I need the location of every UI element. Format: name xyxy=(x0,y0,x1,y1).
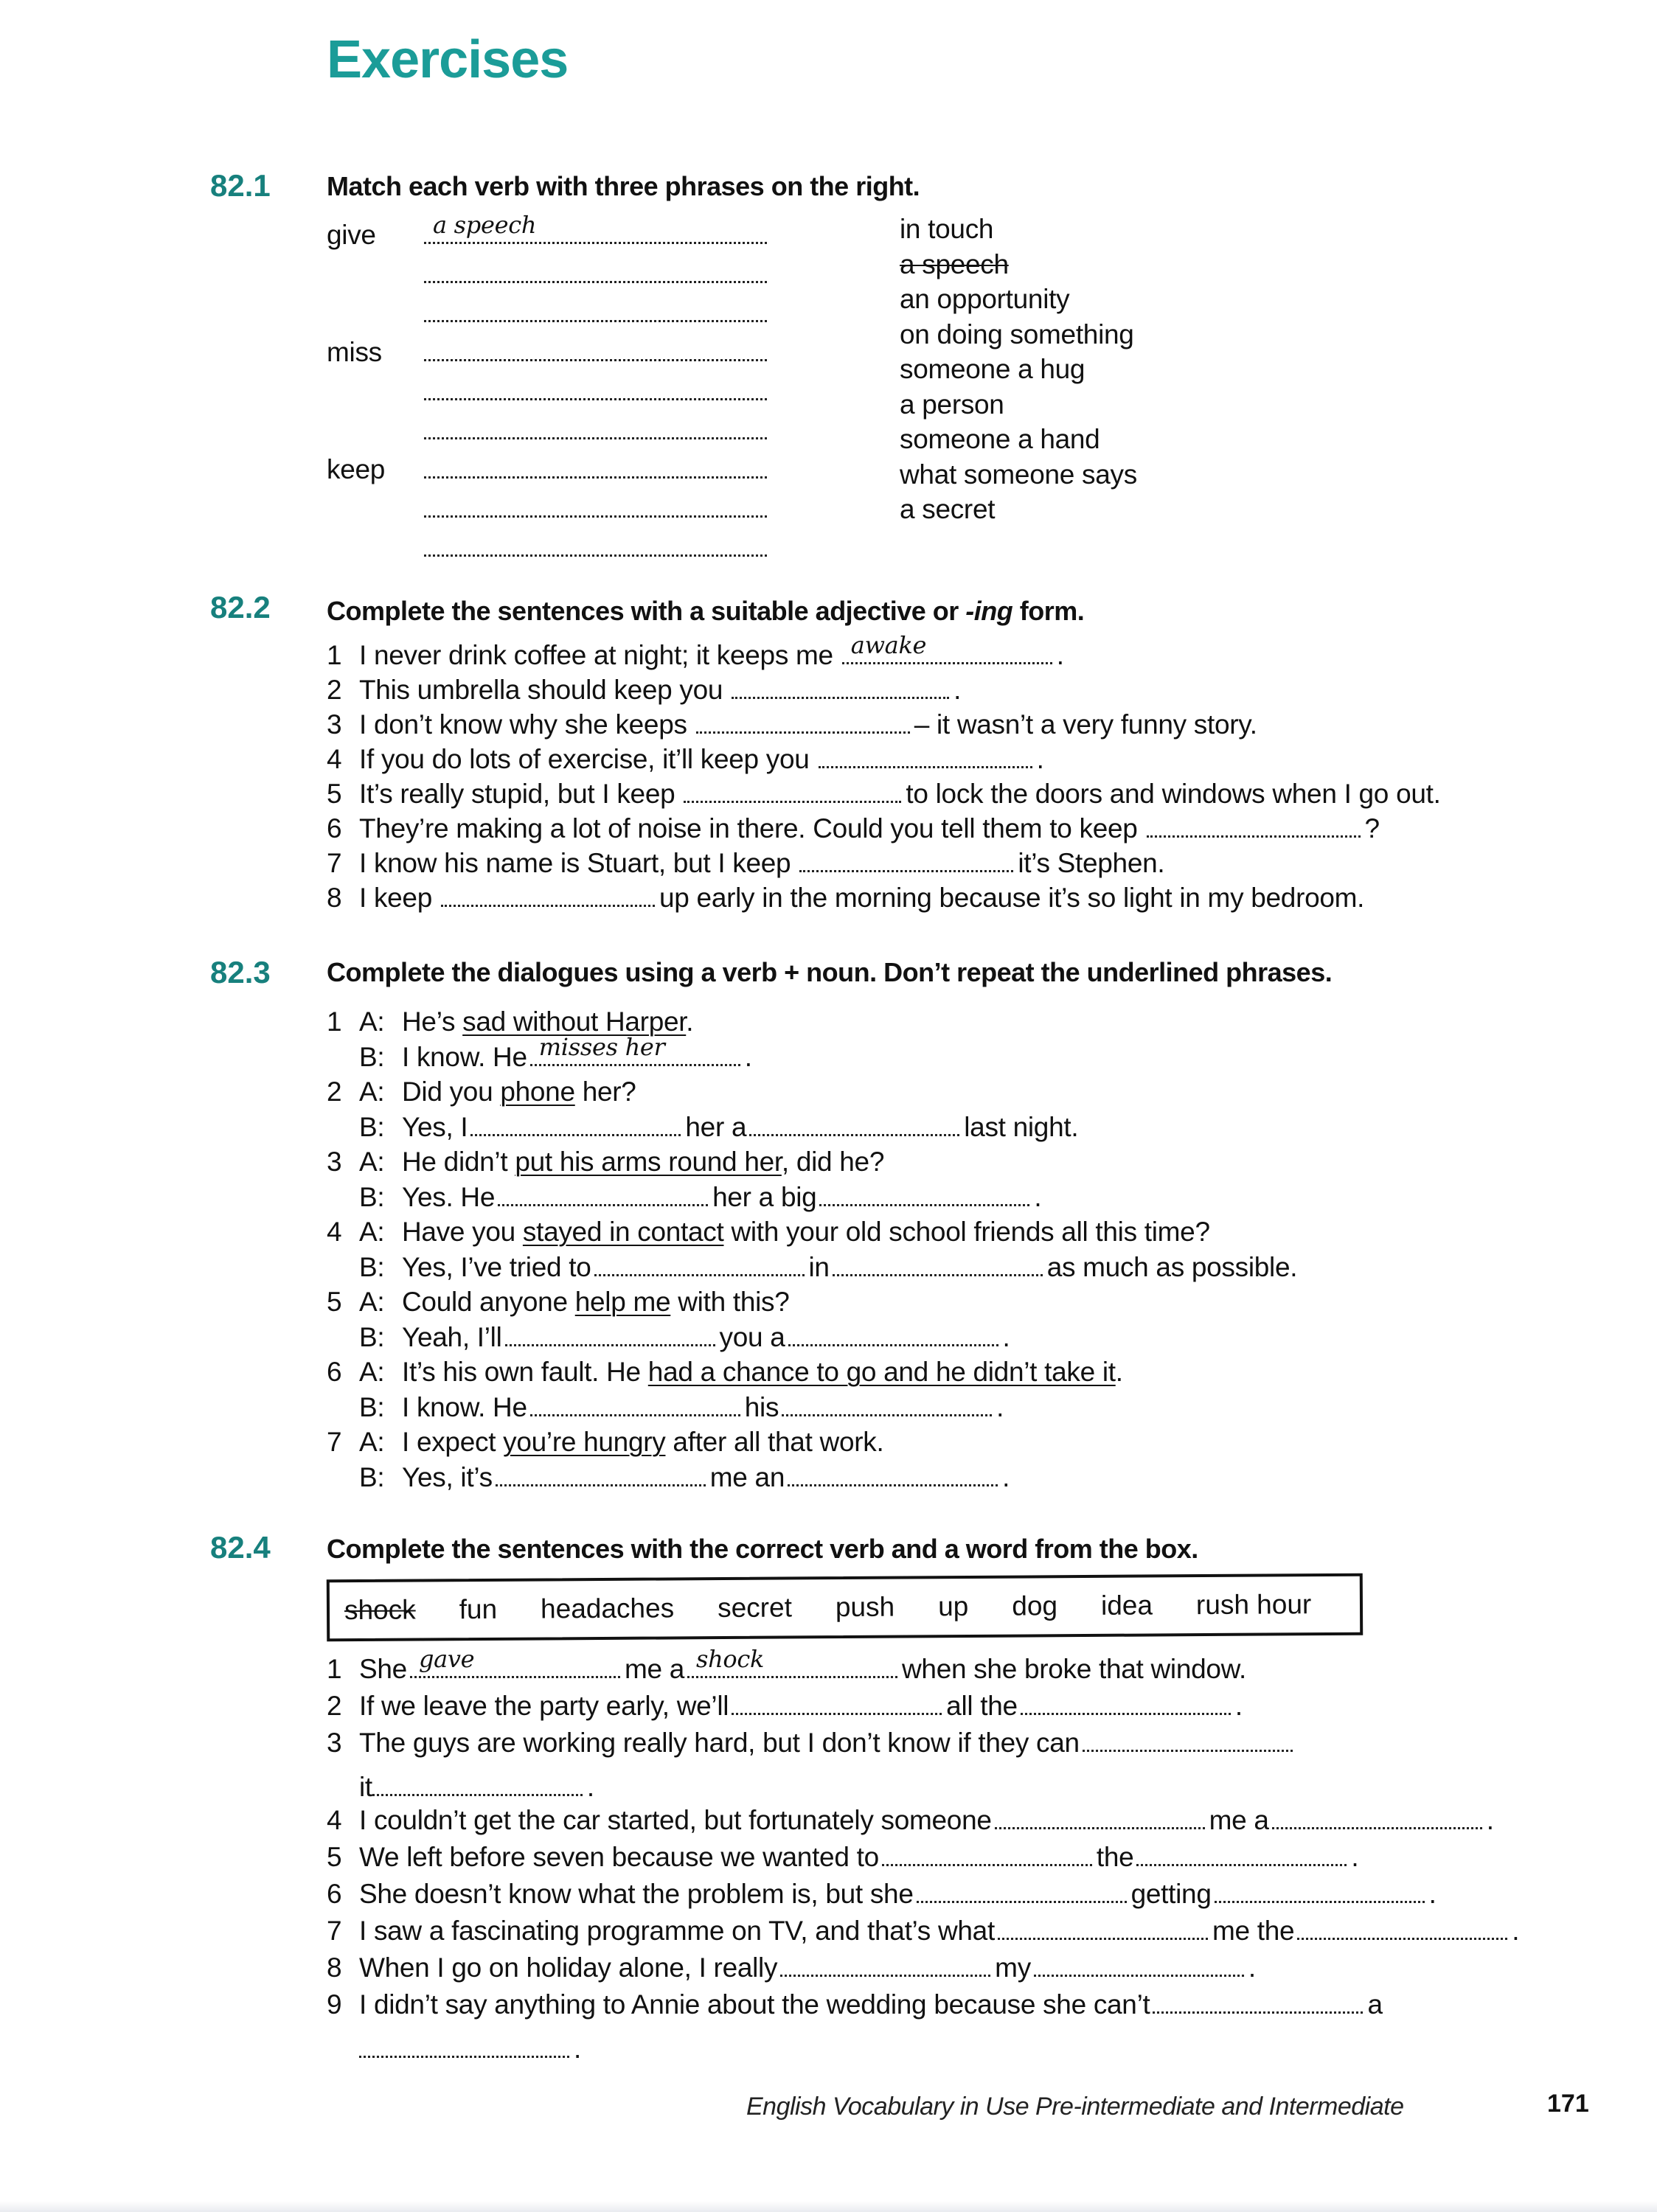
item-number: 7 xyxy=(327,848,342,878)
sentence-text: If we leave the party early, we’ll xyxy=(359,1691,729,1721)
answer-blank[interactable] xyxy=(788,1462,998,1486)
sentence-text: I didn’t say anything to Annie about the wedding because she can’t xyxy=(359,1989,1150,2020)
answer-blank[interactable] xyxy=(687,1645,897,1678)
handwritten-answer: misses her xyxy=(538,1032,665,1061)
phrase-option: an opportunity xyxy=(900,284,1070,314)
phrase-option: a person xyxy=(900,389,1004,420)
item-number: 2 xyxy=(327,1077,342,1107)
sentence-text: This umbrella should keep you xyxy=(359,675,723,705)
sentence-text: I know. He xyxy=(402,1391,527,1422)
sentence-text: . xyxy=(996,1391,1004,1422)
book-title-footer: English Vocabulary in Use Pre-intermediate and Intermediate xyxy=(746,2093,1404,2121)
speaker-label: B: xyxy=(359,1111,385,1142)
answer-blank[interactable] xyxy=(749,1112,959,1136)
item-number: 7 xyxy=(327,1916,342,1946)
speaker-label: A: xyxy=(359,1217,385,1247)
sentence-text: my xyxy=(995,1952,1031,1983)
sentence-item xyxy=(327,813,1380,844)
answer-blank[interactable] xyxy=(917,1879,1127,1903)
sentence-item xyxy=(327,1916,1519,1947)
sentence-text: I never drink coffee at night; it keeps me xyxy=(359,640,833,670)
answer-blank[interactable] xyxy=(594,1252,805,1276)
answer-row xyxy=(424,532,767,563)
answer-blank[interactable] xyxy=(424,298,767,322)
sentence-text: They’re making a lot of noise in there. Could you tell them to keep xyxy=(359,813,1138,844)
sentence-text: He’s xyxy=(402,1006,463,1037)
sentence-text: I know. He xyxy=(402,1041,527,1072)
answer-blank[interactable] xyxy=(424,532,767,557)
answer-blank[interactable] xyxy=(410,1645,620,1678)
answer-blank[interactable] xyxy=(684,779,901,803)
sentence-text: . xyxy=(1002,1461,1010,1492)
answer-row xyxy=(424,454,767,485)
sentence-text: He didn’t xyxy=(402,1147,515,1177)
handwritten-answer: a speech xyxy=(433,211,537,239)
handwritten-answer: shock xyxy=(696,1645,765,1673)
sentence-text: The guys are working really hard, but I don’t know if they can xyxy=(359,1728,1080,1758)
sentence-text: . xyxy=(953,675,962,705)
sentence-item xyxy=(327,675,961,706)
sentence-text: with your old school friends all this time? xyxy=(723,1217,1210,1247)
dialogue-line-b xyxy=(327,1032,752,1073)
sentence-item xyxy=(327,1805,1494,1836)
answer-blank[interactable] xyxy=(424,376,767,400)
answer-blank[interactable] xyxy=(424,415,767,439)
dialogue-line-b xyxy=(327,1182,1041,1213)
sentence-item xyxy=(327,1879,1437,1910)
sentence-item xyxy=(327,1645,1247,1685)
answer-blank[interactable] xyxy=(833,1252,1043,1276)
item-number: 6 xyxy=(327,813,342,844)
sentence-text: as much as possible. xyxy=(1046,1251,1298,1282)
sentence-item xyxy=(327,848,1164,879)
answer-blank[interactable] xyxy=(470,1112,681,1136)
answer-blank[interactable] xyxy=(842,631,1052,664)
sentence-text: , did he? xyxy=(781,1147,885,1177)
exercise-number: 82.4 xyxy=(210,1530,271,1565)
answer-blank[interactable] xyxy=(732,675,949,699)
exercise-number: 82.2 xyxy=(210,590,271,625)
answer-blank[interactable] xyxy=(424,493,767,518)
item-number: 2 xyxy=(327,675,342,705)
dialogue-line-a xyxy=(327,1287,790,1318)
answer-blank[interactable] xyxy=(782,1392,992,1416)
answer-blank[interactable] xyxy=(1136,1842,1347,1866)
sentence-item xyxy=(327,1691,1243,1722)
sentence-item xyxy=(327,1989,1383,2020)
sentence-text: Did you xyxy=(402,1077,501,1107)
item-number: 1 xyxy=(327,1006,342,1037)
instruction-italic: -ing xyxy=(965,596,1013,626)
sentence-text: her? xyxy=(574,1077,636,1107)
answer-blank[interactable] xyxy=(372,1772,583,1796)
item-number: 8 xyxy=(327,1952,342,1983)
answer-blank[interactable] xyxy=(359,2034,569,2058)
box-word: dog xyxy=(1012,1590,1058,1621)
sentence-text: . xyxy=(1034,1181,1042,1212)
sentence-text: . xyxy=(574,2034,581,2064)
sentence-text: . xyxy=(1056,640,1064,670)
item-number: 4 xyxy=(327,1805,342,1835)
answer-blank[interactable] xyxy=(530,1032,740,1066)
speaker-label: B: xyxy=(359,1461,385,1492)
dialogue-line-a xyxy=(327,1147,884,1178)
dialogue-line-a xyxy=(327,1077,636,1107)
phrase-option: what someone says xyxy=(900,459,1137,490)
answer-blank[interactable] xyxy=(819,744,1032,768)
sentence-text: you a xyxy=(719,1321,785,1352)
answer-blank[interactable] xyxy=(819,1182,1029,1206)
sentence-text: last night. xyxy=(964,1111,1079,1142)
speaker-label: A: xyxy=(359,1287,385,1317)
answer-row xyxy=(424,337,767,368)
answer-blank[interactable] xyxy=(424,337,767,361)
sentence-text: She xyxy=(359,1654,407,1684)
sentence-text: . xyxy=(686,1006,694,1037)
answer-blank[interactable] xyxy=(995,1805,1205,1829)
sentence-text: It’s his own fault. He xyxy=(402,1357,648,1387)
sentence-text: . xyxy=(1512,1916,1520,1946)
item-number: 5 xyxy=(327,1287,342,1317)
sentence-text: Yeah, I’ll xyxy=(402,1321,502,1352)
sentence-text: with this? xyxy=(670,1287,790,1317)
sentence-text: It’s really stupid, but I keep xyxy=(359,779,675,809)
verb-label: keep xyxy=(327,454,386,484)
box-word: headaches xyxy=(540,1593,675,1624)
speaker-label: B: xyxy=(359,1181,385,1212)
sentence-text: I expect xyxy=(402,1427,504,1457)
underlined-phrase: phone xyxy=(500,1077,575,1107)
exercise-instruction: Complete the sentences with the correct verb and a word from the box. xyxy=(327,1534,1198,1564)
sentence-text: me an xyxy=(709,1461,785,1492)
answer-blank[interactable] xyxy=(1153,1989,1363,2014)
word-box xyxy=(327,1573,1363,1642)
speaker-label: B: xyxy=(359,1321,385,1352)
exercise-instruction: Complete the dialogues using a verb + noun. Don’t repeat the underlined phrases. xyxy=(327,957,1333,987)
sentence-text: Yes, I xyxy=(402,1111,468,1142)
answer-blank[interactable] xyxy=(696,709,910,734)
box-word: idea xyxy=(1100,1590,1153,1621)
sentence-item xyxy=(327,1842,1358,1873)
underlined-phrase: you’re hungry xyxy=(503,1427,666,1457)
speaker-label: A: xyxy=(359,1357,385,1387)
speaker-label: A: xyxy=(359,1147,385,1177)
sentence-text: If you do lots of exercise, it’ll keep you xyxy=(359,744,810,774)
sentence-text: her a big xyxy=(712,1181,817,1212)
box-word: push xyxy=(835,1591,895,1623)
item-number: 3 xyxy=(327,1728,342,1758)
dialogue-line-b xyxy=(327,1322,1010,1353)
handwritten-answer: gave xyxy=(418,1645,475,1673)
sentence-text: up early in the morning because it’s so light in my bedroom. xyxy=(659,883,1365,913)
phrase-option: someone a hug xyxy=(900,354,1085,384)
dialogue-line-b xyxy=(327,1462,1010,1493)
item-number: 1 xyxy=(327,640,342,670)
answer-blank[interactable] xyxy=(788,1322,998,1346)
page-title: Exercises xyxy=(327,30,569,89)
sentence-continuation xyxy=(359,2034,581,2065)
underlined-phrase: had a chance to go and he didn’t take it xyxy=(647,1357,1116,1387)
answer-row xyxy=(424,259,767,290)
item-number: 6 xyxy=(327,1879,342,1909)
sentence-text: it’s Stephen. xyxy=(1018,848,1165,878)
dialogue-line-b xyxy=(327,1392,1004,1423)
answer-row xyxy=(424,376,767,407)
sentence-item xyxy=(327,779,1441,810)
answer-blank[interactable] xyxy=(496,1462,706,1486)
phrase-option: someone a hand xyxy=(900,424,1100,454)
sentence-text: . xyxy=(1036,744,1044,774)
dialogue-line-b xyxy=(327,1112,1078,1143)
sentence-text: I don’t know why she keeps xyxy=(359,709,687,740)
sentence-continuation xyxy=(359,1772,594,1803)
answer-blank[interactable] xyxy=(498,1182,708,1206)
item-number: 9 xyxy=(327,1989,342,2020)
item-number: 4 xyxy=(327,744,342,774)
item-number: 5 xyxy=(327,779,342,809)
answer-blank[interactable] xyxy=(1034,1952,1244,1977)
sentence-item xyxy=(327,709,1257,740)
sentence-text: a xyxy=(1367,1989,1383,2020)
sentence-text: Have you xyxy=(402,1217,523,1247)
answer-blank[interactable] xyxy=(1272,1805,1482,1829)
box-word: shock xyxy=(344,1594,416,1626)
box-word: fun xyxy=(459,1593,498,1625)
phrase-option: a speech xyxy=(900,248,1009,279)
sentence-text: . xyxy=(586,1772,594,1802)
box-word: up xyxy=(938,1590,969,1622)
verb-label: miss xyxy=(327,337,382,367)
phrase-option: in touch xyxy=(900,214,994,244)
answer-blank[interactable] xyxy=(1021,1691,1231,1715)
exercise-number: 82.1 xyxy=(210,168,271,203)
answer-blank[interactable] xyxy=(998,1916,1208,1940)
sentence-text: I saw a fascinating programme on TV, and that’s what xyxy=(359,1916,995,1946)
sentence-item xyxy=(327,1728,1297,1759)
answer-blank[interactable] xyxy=(424,454,767,479)
answer-blank[interactable] xyxy=(1083,1728,1293,1752)
sentence-text: . xyxy=(1115,1357,1123,1387)
sentence-text: me a xyxy=(624,1654,684,1684)
exercise-number: 82.3 xyxy=(210,955,271,990)
sentence-text: me the xyxy=(1212,1916,1295,1946)
dialogue-line-a xyxy=(327,1217,1210,1248)
sentence-text: She doesn’t know what the problem is, but she xyxy=(359,1879,914,1909)
item-number: 5 xyxy=(327,1842,342,1872)
sentence-text: . xyxy=(1428,1879,1437,1909)
speaker-label: A: xyxy=(359,1427,385,1457)
sentence-text: getting xyxy=(1130,1879,1212,1909)
speaker-label: B: xyxy=(359,1041,385,1072)
item-number: 3 xyxy=(327,1147,342,1177)
page-edge-shadow xyxy=(0,2201,1657,2212)
answer-blank[interactable] xyxy=(882,1842,1092,1866)
speaker-label: A: xyxy=(359,1006,385,1037)
sentence-text: When I go on holiday alone, I really xyxy=(359,1952,778,1983)
sentence-item xyxy=(327,1952,1256,1983)
underlined-phrase: help me xyxy=(574,1287,671,1317)
sentence-item xyxy=(327,883,1364,914)
sentence-text: ? xyxy=(1364,813,1380,844)
answer-blank[interactable] xyxy=(799,848,1013,872)
sentence-text: I know his name is Stuart, but I keep xyxy=(359,848,791,878)
sentence-text: to lock the doors and windows when I go out. xyxy=(906,779,1441,809)
speaker-label: B: xyxy=(359,1391,385,1422)
sentence-text: in xyxy=(808,1251,830,1282)
answer-row xyxy=(424,415,767,446)
sentence-text: Yes. He xyxy=(402,1181,496,1212)
answer-row xyxy=(424,211,767,251)
box-word: rush hour xyxy=(1195,1589,1312,1621)
instruction-text: Complete the sentences with a suitable adjective or xyxy=(327,596,966,626)
item-number: 3 xyxy=(327,709,342,740)
sentence-text: . xyxy=(1002,1321,1010,1352)
underlined-phrase: put his arms round her xyxy=(515,1147,782,1177)
exercise-instruction xyxy=(327,596,1084,627)
underlined-phrase: stayed in contact xyxy=(522,1217,724,1247)
answer-row xyxy=(424,298,767,329)
sentence-text: the xyxy=(1096,1842,1134,1872)
sentence-text: Yes, it’s xyxy=(402,1461,493,1492)
answer-blank[interactable] xyxy=(780,1952,990,1977)
answer-blank[interactable] xyxy=(530,1392,740,1416)
sentence-text: . xyxy=(1234,1691,1243,1721)
sentence-item xyxy=(327,744,1044,775)
underlined-phrase: sad without Harper xyxy=(462,1006,687,1037)
answer-blank[interactable] xyxy=(1147,813,1361,838)
answer-blank[interactable] xyxy=(424,211,767,244)
instruction-text: form. xyxy=(1012,596,1085,626)
sentence-text: Yes, I’ve tried to xyxy=(402,1251,591,1282)
sentence-text: – it wasn’t a very funny story. xyxy=(914,709,1257,740)
phrase-option: a secret xyxy=(900,494,996,524)
answer-blank[interactable] xyxy=(424,259,767,283)
exercise-instruction: Match each verb with three phrases on the right. xyxy=(327,171,920,201)
sentence-text: . xyxy=(1248,1952,1256,1983)
sentence-text: when she broke that window. xyxy=(902,1654,1247,1684)
answer-blank[interactable] xyxy=(505,1322,715,1346)
item-number: 1 xyxy=(327,1654,342,1684)
sentence-text: Could anyone xyxy=(402,1287,575,1317)
item-number: 6 xyxy=(327,1357,342,1387)
sentence-text: . xyxy=(744,1041,752,1072)
answer-blank[interactable] xyxy=(441,883,655,907)
answer-blank[interactable] xyxy=(1297,1916,1507,1940)
item-number: 2 xyxy=(327,1691,342,1721)
sentence-text: after all that work. xyxy=(665,1427,884,1457)
sentence-text: it xyxy=(359,1772,372,1802)
sentence-text: her a xyxy=(685,1111,747,1142)
sentence-text: . xyxy=(1351,1842,1359,1872)
sentence-text: . xyxy=(1486,1805,1494,1835)
dialogue-line-b xyxy=(327,1252,1297,1283)
sentence-text: all the xyxy=(946,1691,1018,1721)
item-number: 7 xyxy=(327,1427,342,1457)
page-number: 171 xyxy=(1547,2090,1589,2118)
box-word: secret xyxy=(718,1592,793,1624)
answer-blank[interactable] xyxy=(1215,1879,1425,1903)
verb-label: give xyxy=(327,220,376,250)
item-number: 4 xyxy=(327,1217,342,1247)
sentence-item xyxy=(327,631,1064,671)
sentence-text: his xyxy=(744,1391,779,1422)
sentence-text: me a xyxy=(1209,1805,1269,1835)
dialogue-line-a xyxy=(327,1427,883,1458)
answer-row xyxy=(424,493,767,524)
item-number: 8 xyxy=(327,883,342,913)
speaker-label: B: xyxy=(359,1251,385,1282)
answer-blank[interactable] xyxy=(732,1691,942,1715)
sentence-text: I couldn’t get the car started, but fortunately someone xyxy=(359,1805,992,1835)
speaker-label: A: xyxy=(359,1077,385,1107)
handwritten-answer: awake xyxy=(850,631,927,659)
sentence-text: I keep xyxy=(359,883,432,913)
sentence-text: We left before seven because we wanted to xyxy=(359,1842,879,1872)
dialogue-line-a xyxy=(327,1357,1123,1388)
phrase-option: on doing something xyxy=(900,319,1134,349)
